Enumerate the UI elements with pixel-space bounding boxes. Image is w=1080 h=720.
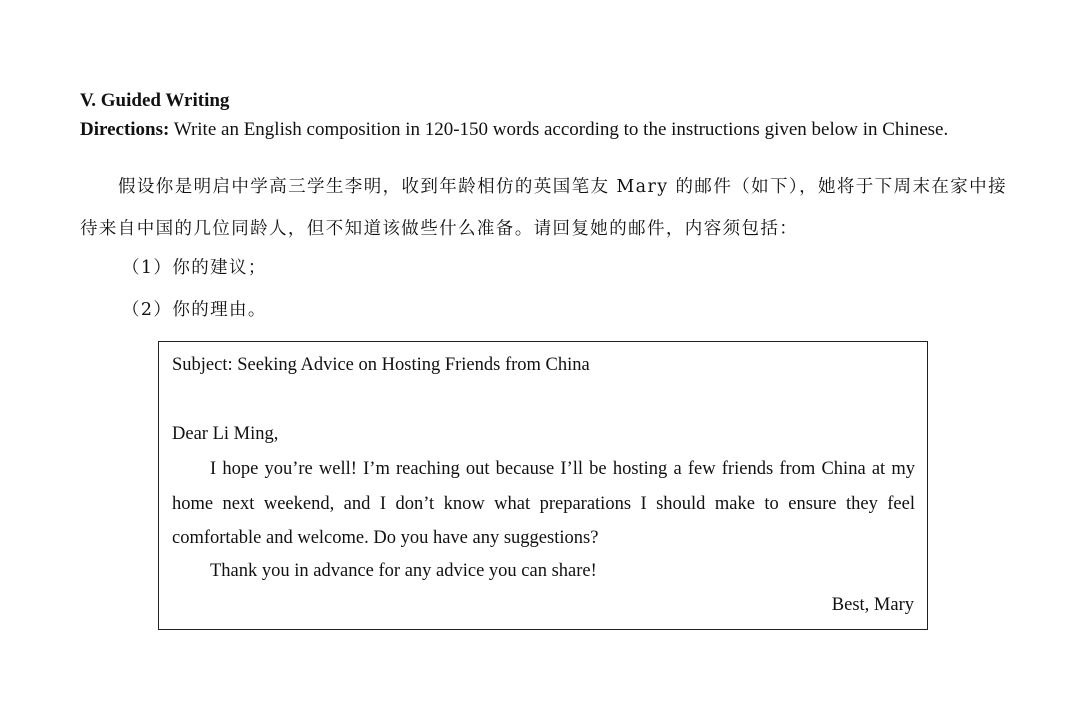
- email-body: I hope you’re well! I’m reaching out because I’ll be hosting a few friends from China at my home next weekend, and I don’t know what preparations I should make to ensure they feel comfortable and welcome. Do you have any suggestions?: [172, 459, 915, 548]
- email-signoff: Best, Mary: [831, 595, 914, 615]
- section-title: V. Guided Writing: [80, 90, 230, 111]
- directions-text: Write an English composition in 120-150 words according to the instructions given below in Chinese.: [173, 119, 949, 140]
- email-greeting: Dear Li Ming,: [172, 424, 279, 444]
- email-thanks: Thank you in advance for any advice you can share!: [210, 561, 597, 581]
- directions: [80, 119, 948, 141]
- email-box: [158, 341, 928, 630]
- requirement-item-2: （2）你的理由。: [122, 300, 267, 320]
- directions-label: Directions:: [80, 119, 170, 140]
- email-subject: Subject: Seeking Advice on Hosting Friends from China: [172, 355, 590, 375]
- chinese-prompt-paragraph: 假设你是明启中学高三学生李明，收到年龄相仿的英国笔友 Mary 的邮件（如下），她将于下周末在家中接待来自中国的几位同龄人，但不知道该做些什么准备。请回复她的邮件，内容须包括：: [80, 177, 1007, 239]
- requirement-item-1: （1）你的建议；: [122, 258, 267, 278]
